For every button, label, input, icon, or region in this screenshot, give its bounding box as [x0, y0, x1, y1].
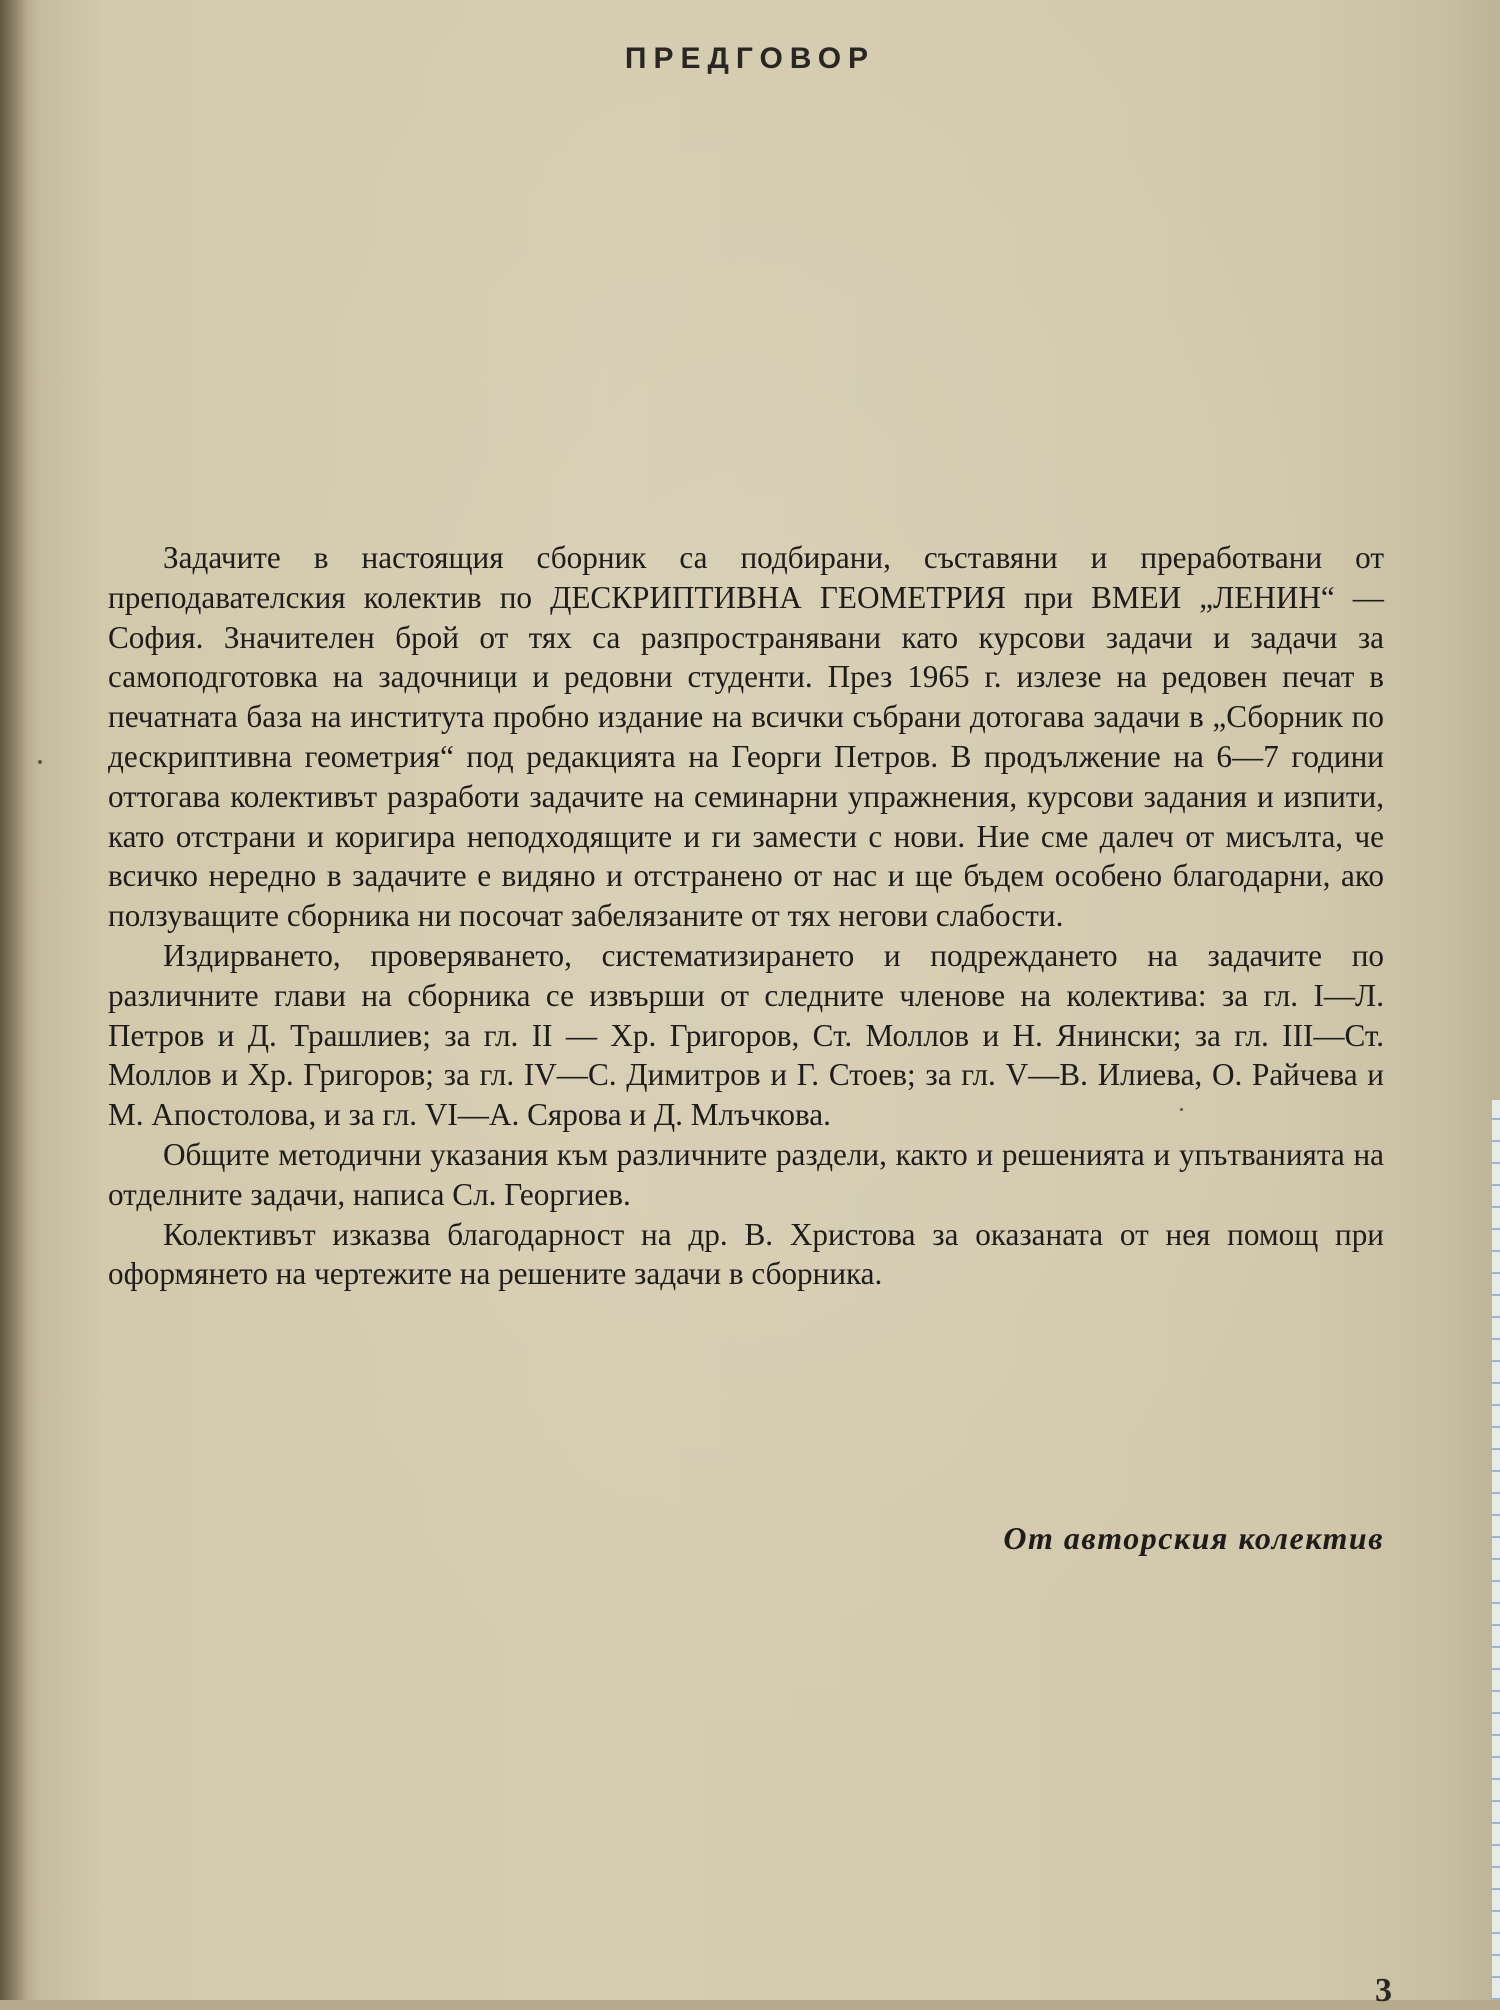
author-signature: От авторския колектив [1003, 1520, 1384, 1556]
graph-paper-edge [1492, 1100, 1500, 2000]
binding-shadow [0, 0, 28, 2000]
paper-speck [1180, 1108, 1183, 1111]
paragraph-4: Колективът изказва благодарност на др. В. Христова за оказаната от нея помощ при оформянето на чертежите на решените задачи в сборника. [108, 1216, 1384, 1292]
paragraph-1: Задачите в настоящия сборник са подбирани, съставяни и преработвани от преподавателския колектив по ДЕСКРИПТИВНА ГЕОМЕТРИЯ при ВМЕИ „ЛЕНИН“ — София. Значителен брой от тях са разпространявани като курсови задачи и задачи за самоподготовка на задочници и редовни студенти. През 1965 г. излезе на редовен печат в печатната база на института пробно издание на всички събрани дотогава задачи в „Сборник по дескриптивна геометрия“ под редакцията на Георги Петров. В продължение на 6—7 години оттогава колективът разработи задачите на семинарни упражнения, курсови задания и изпити, като отстрани и коригира неподходящите и ги замести с нови. Ние сме далеч от мисълта, че всичко нередно в задачите е видяно и отстранено от нас и ще бъдем особено благодарни, ако ползуващите сборника ни посочат забелязаните от тях негови слабости. [108, 540, 1384, 934]
paragraph-2: Издирването, проверяването, систематизирането и подреждането на задачите по различните глави на сборника се извърши от следните членове на колектива: за гл. I—Л. Петров и Д. Трашлиев; за гл. II — Хр. Григоров, Ст. Моллов и Н. Янински; за гл. III—Ст. Моллов и Хр. Григоров; за гл. IV—С. Димитров и Г. Стоев; за гл. V—В. Илиева, О. Райчева и М. Апостолова, и за гл. VI—А. Сярова и Д. Млъчкова. [108, 937, 1384, 1133]
paragraph-3: Общите методични указания към различните раздели, както и решенията и упътванията на отделните задачи, написа Сл. Георгиев. [108, 1136, 1384, 1212]
preface-body [108, 538, 1384, 1294]
paper-speck [38, 760, 42, 764]
page-heading: ПРЕДГОВОР [624, 42, 876, 75]
page-number: 3 [1375, 1972, 1392, 2009]
signature-block [108, 1520, 1384, 1557]
